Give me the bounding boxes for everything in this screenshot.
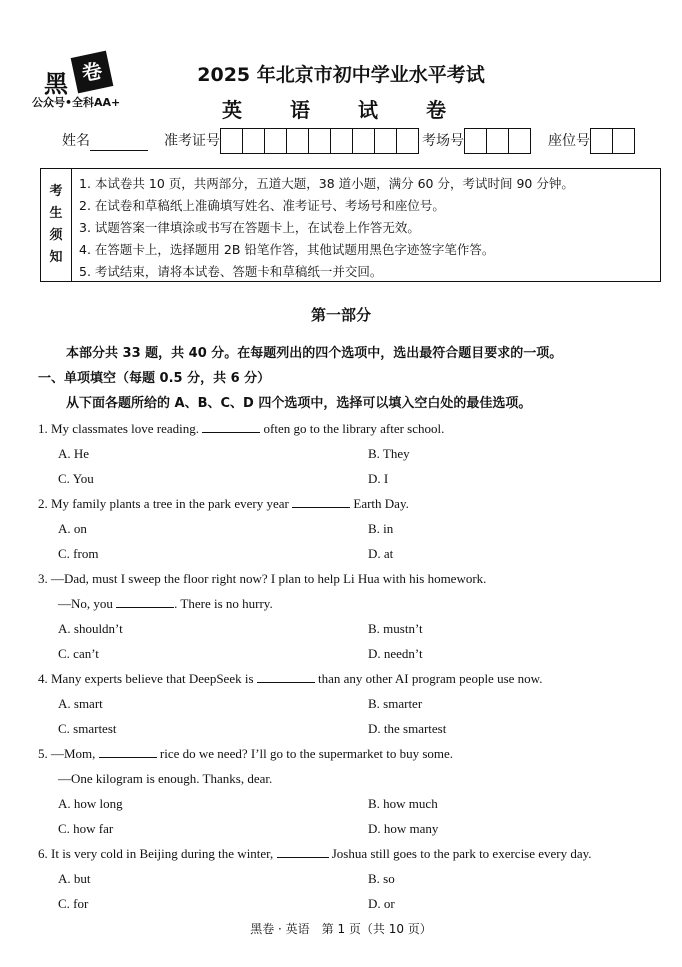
option: C. smartest bbox=[58, 721, 117, 736]
logo-char-2: 卷 bbox=[71, 51, 114, 94]
question-6-stem: 6. It is very cold in Beijing during the winter, Joshua still goes to the park to exercise every day. bbox=[38, 846, 592, 861]
question-1-stem: 1. My classmates love reading. often go to the library after school. bbox=[38, 421, 445, 436]
room-field[interactable] bbox=[422, 128, 531, 154]
name-label: 姓名 bbox=[62, 133, 90, 149]
option: C. for bbox=[58, 896, 89, 911]
option: D. or bbox=[368, 896, 395, 911]
question-2-stem: 2. My family plants a tree in the park every year Earth Day. bbox=[38, 496, 409, 511]
option: A. how long bbox=[58, 796, 123, 811]
section-instruction: 从下面各题所给的 A、B、C、D 四个选项中，选择可以填入空白处的最佳选项。 bbox=[66, 396, 532, 411]
option: C. how far bbox=[58, 821, 114, 836]
seat-label: 座位号 bbox=[548, 133, 590, 149]
logo-char-1: 黑 bbox=[44, 70, 68, 98]
option: A. He bbox=[58, 446, 90, 461]
room-label: 考场号 bbox=[422, 133, 464, 149]
seat-cells[interactable] bbox=[590, 128, 635, 154]
option: B. mustn’t bbox=[368, 621, 423, 636]
seat-field[interactable] bbox=[548, 128, 635, 154]
name-field[interactable] bbox=[62, 128, 148, 154]
answer-blank bbox=[292, 495, 350, 508]
notice-list bbox=[79, 173, 574, 283]
option: A. but bbox=[58, 871, 91, 886]
answer-blank bbox=[277, 845, 329, 858]
exam-subtitle: 英 语 试 卷 bbox=[222, 98, 460, 122]
option: B. so bbox=[368, 871, 395, 886]
exam-id-cells[interactable] bbox=[220, 128, 419, 154]
option: B. in bbox=[368, 521, 394, 536]
notice-item: 1. 本试卷共 10 页，共两部分，五道大题，38 道小题，满分 60 分，考试时间 90 分钟。 bbox=[79, 176, 574, 191]
option: D. the smartest bbox=[368, 721, 447, 736]
option: C. can’t bbox=[58, 646, 99, 661]
notice-heading: 考 生 须 知 bbox=[41, 169, 72, 281]
answer-blank bbox=[202, 420, 260, 433]
answer-blank bbox=[257, 670, 315, 683]
room-cells[interactable] bbox=[464, 128, 531, 154]
option: A. shouldn’t bbox=[58, 621, 123, 636]
answer-blank bbox=[99, 745, 157, 758]
option: B. how much bbox=[368, 796, 438, 811]
part-title: 第一部分 bbox=[310, 306, 371, 324]
notice-item: 5. 考试结束，请将本试卷、答题卡和草稿纸一并交回。 bbox=[79, 264, 383, 279]
exam-title: 2025 年北京市初中学业水平考试 bbox=[197, 64, 485, 86]
section-title: 一、单项填空（每题 0.5 分，共 6 分） bbox=[38, 371, 271, 386]
answer-blank bbox=[116, 595, 174, 608]
option: A. smart bbox=[58, 696, 103, 711]
exam-id-field[interactable] bbox=[164, 128, 419, 154]
option: D. at bbox=[368, 546, 394, 561]
option: D. needn’t bbox=[368, 646, 423, 661]
option: A. on bbox=[58, 521, 87, 536]
option: B. They bbox=[368, 446, 410, 461]
notice-item: 4. 在答题卡上，选择题用 2B 铅笔作答，其他试题用黑色字迹签字笔作答。 bbox=[79, 242, 495, 257]
exam-notice-box bbox=[40, 168, 661, 282]
exam-id-label: 准考证号 bbox=[164, 133, 220, 149]
option: D. how many bbox=[368, 821, 439, 836]
question-4-stem: 4. Many experts believe that DeepSeek is than any other AI program people use now. bbox=[38, 671, 543, 686]
option: C. You bbox=[58, 471, 94, 486]
option: D. I bbox=[368, 471, 389, 486]
question-3-stem: 3. —Dad, must I sweep the floor right now? I plan to help Li Hua with his homework. bbox=[38, 571, 487, 586]
logo-subtitle: 公众号•全科AA+ bbox=[32, 96, 121, 109]
option: B. smarter bbox=[368, 696, 423, 711]
notice-item: 3. 试题答案一律填涂或书写在答题卡上，在试卷上作答无效。 bbox=[79, 220, 420, 235]
question-3-reply: —No, you . There is no hurry. bbox=[58, 596, 273, 611]
part-intro: 本部分共 33 题，共 40 分。在每题列出的四个选项中，选出最符合题目要求的一项。 bbox=[66, 346, 563, 361]
notice-item: 2. 在试卷和草稿纸上准确填写姓名、准考证号、考场号和座位号。 bbox=[79, 198, 445, 213]
page-footer: 黑卷 · 英语 第 1 页（共 10 页） bbox=[250, 922, 432, 936]
question-5-reply: —One kilogram is enough. Thanks, dear. bbox=[58, 771, 273, 786]
question-5-stem: 5. —Mom, rice do we need? I’ll go to the supermarket to buy some. bbox=[38, 746, 454, 761]
name-blank[interactable] bbox=[90, 132, 148, 151]
option: C. from bbox=[58, 546, 99, 561]
